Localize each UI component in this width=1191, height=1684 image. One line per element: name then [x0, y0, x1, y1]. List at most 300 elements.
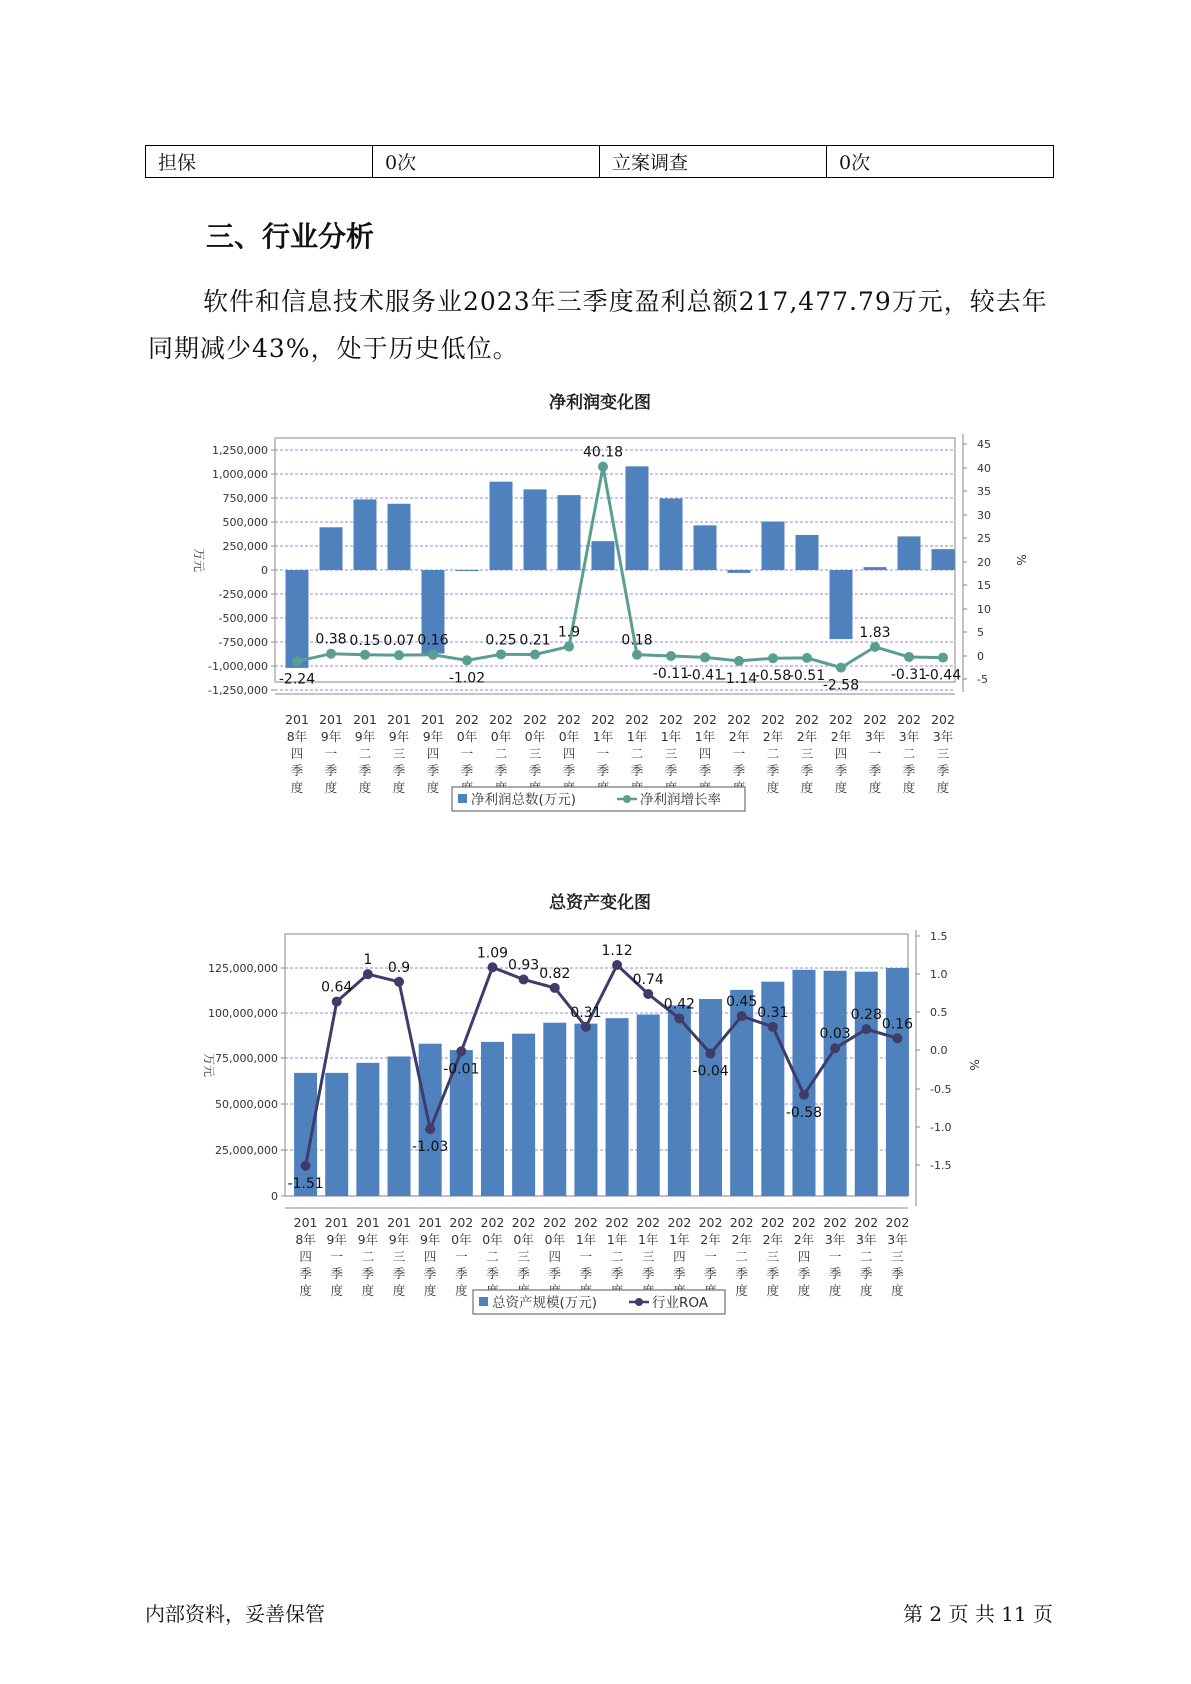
x-tick-label: 季: [766, 763, 780, 778]
x-tick-label: 三: [936, 746, 950, 761]
x-tick-label: 三: [766, 1249, 780, 1264]
x-tick-label: 2年: [728, 729, 750, 744]
line-point: [612, 960, 622, 970]
y-right-axis-title: %: [1014, 554, 1028, 566]
line-point: [456, 1046, 466, 1056]
data-label: -0.58: [785, 1104, 823, 1121]
x-tick-label: 二: [358, 746, 372, 761]
bar: [824, 971, 847, 1196]
x-tick-label: 一: [828, 1249, 842, 1264]
x-tick-label: 季: [664, 763, 678, 778]
info-table: [145, 145, 1054, 178]
x-tick-label: 9年: [419, 1232, 441, 1247]
x-tick-label: 9年: [422, 729, 444, 744]
x-tick-label: 1年: [575, 1232, 597, 1247]
line-point: [768, 1022, 778, 1032]
x-tick-label: 201: [387, 1215, 411, 1230]
data-label: -1.14: [720, 670, 758, 687]
x-tick-label: 四: [834, 746, 848, 761]
x-tick-label: 季: [486, 1266, 499, 1281]
x-tick-label: 201: [324, 1215, 349, 1230]
x-tick-label: 3年: [932, 729, 954, 744]
data-label: -1.51: [287, 1175, 324, 1192]
x-tick-label: 一: [455, 1249, 468, 1264]
y-right-tick-label: 1.0: [930, 968, 948, 981]
chart-title: 净利润变化图: [549, 393, 651, 413]
x-tick-label: 二: [610, 1249, 624, 1264]
x-tick-label: 三: [891, 1249, 904, 1264]
x-tick-label: 202: [693, 712, 717, 727]
x-tick-label: 季: [528, 763, 542, 778]
line-point: [768, 653, 778, 663]
x-tick-label: 202: [795, 712, 819, 727]
bar: [524, 489, 547, 570]
x-tick-label: 二: [860, 1249, 873, 1264]
x-tick-label: 度: [936, 780, 950, 795]
x-tick-label: 季: [704, 1266, 717, 1281]
data-label: 0.16: [881, 1016, 914, 1033]
y-left-tick-label: 75,000,000: [215, 1052, 278, 1065]
data-label: 1.09: [476, 945, 509, 962]
bar: [898, 536, 921, 570]
total-assets-chart: [0, 890, 1191, 1350]
x-tick-label: 季: [732, 763, 746, 778]
bar: [855, 972, 878, 1196]
x-tick-label: 季: [868, 763, 882, 778]
x-tick-label: 季: [290, 763, 304, 778]
x-tick-label: 二: [735, 1249, 748, 1264]
data-label: 0.31: [570, 1004, 602, 1021]
data-label: -0.58: [754, 668, 792, 685]
y-left-tick-label: 0: [261, 564, 268, 577]
data-label: 0.21: [519, 632, 551, 649]
x-tick-label: 四: [673, 1249, 686, 1264]
x-tick-label: 季: [860, 1266, 873, 1281]
bar: [388, 1056, 411, 1196]
x-tick-label: 度: [860, 1283, 873, 1298]
bar: [728, 570, 751, 573]
y-right-tick-label: 20: [977, 556, 991, 569]
line-point: [425, 1124, 435, 1134]
bar: [456, 570, 479, 571]
y-right-tick-label: -1.5: [930, 1159, 952, 1172]
y-left-tick-label: 1,000,000: [212, 468, 268, 481]
line-point: [799, 1090, 809, 1100]
x-tick-label: 度: [766, 780, 780, 795]
data-label: 1.9: [557, 624, 581, 641]
y-right-tick-label: 25: [977, 532, 991, 545]
x-tick-label: 度: [891, 1283, 904, 1298]
data-label: 0.25: [485, 632, 517, 649]
y-left-tick-label: -250,000: [218, 588, 268, 601]
bar: [796, 535, 819, 570]
x-tick-label: 季: [735, 1266, 748, 1281]
x-tick-label: 三: [641, 1249, 655, 1264]
y-left-axis-title: 万元: [202, 1052, 216, 1078]
y-left-tick-label: 500,000: [222, 516, 268, 529]
x-tick-label: 202: [823, 1215, 848, 1230]
x-tick-label: 3年: [856, 1232, 877, 1247]
x-tick-label: 度: [868, 780, 882, 795]
x-tick-label: 2年: [700, 1232, 721, 1247]
x-tick-label: 二: [494, 746, 508, 761]
line-point: [870, 642, 880, 652]
x-tick-label: 1年: [694, 729, 716, 744]
x-tick-label: 1年: [626, 729, 648, 744]
x-tick-label: 度: [358, 780, 372, 795]
bar: [419, 1044, 442, 1196]
y-right-tick-label: 0.5: [930, 1006, 948, 1019]
y-right-tick-label: 0: [977, 650, 984, 663]
x-tick-label: 3年: [824, 1232, 846, 1247]
bar: [694, 525, 717, 570]
x-tick-label: 一: [324, 746, 338, 761]
bar: [606, 1018, 629, 1196]
line-point: [394, 650, 404, 660]
y-left-tick-label: 750,000: [222, 492, 268, 505]
x-tick-label: 一: [579, 1249, 593, 1264]
line-point: [830, 1043, 840, 1053]
bar: [668, 1005, 691, 1196]
data-label: 0.82: [539, 965, 571, 982]
data-label: 0.74: [632, 972, 664, 989]
y-right-tick-label: 0.0: [930, 1044, 948, 1057]
x-tick-label: 二: [361, 1249, 375, 1264]
bar: [320, 527, 343, 570]
x-tick-label: 度: [800, 780, 814, 795]
data-label: 0.16: [417, 632, 449, 649]
x-tick-label: 202: [573, 1215, 598, 1230]
x-tick-label: 度: [797, 1283, 811, 1298]
data-label: 0.28: [850, 1007, 882, 1024]
line-point: [332, 997, 342, 1007]
line-point: [363, 969, 373, 979]
bar: [481, 1042, 504, 1196]
x-tick-label: 201: [421, 712, 445, 727]
x-tick-label: 9年: [354, 729, 376, 744]
line-point: [487, 962, 497, 972]
x-tick-label: 季: [460, 763, 474, 778]
x-tick-label: 0年: [524, 729, 546, 744]
x-tick-label: 0年: [513, 1232, 534, 1247]
x-tick-label: 8年: [286, 729, 308, 744]
line-point: [802, 653, 812, 663]
x-tick-label: 三: [800, 746, 814, 761]
legend-bar-swatch: [458, 794, 467, 803]
x-tick-label: 季: [641, 1266, 655, 1281]
legend-label: 净利润总数(万元): [471, 792, 577, 808]
bar: [864, 567, 887, 570]
x-tick-label: 一: [596, 746, 610, 761]
x-tick-label: 度: [735, 1283, 748, 1298]
x-tick-label: 季: [610, 1266, 624, 1281]
data-label: -1.02: [448, 670, 486, 687]
data-label: 0.31: [757, 1004, 789, 1021]
data-label: -0.41: [686, 667, 724, 684]
data-label: 1: [363, 952, 373, 969]
line-point: [564, 642, 574, 652]
y-right-tick-label: 40: [977, 462, 991, 475]
line-point: [734, 656, 744, 666]
data-label: -0.51: [788, 667, 826, 684]
data-label: 0.42: [663, 996, 695, 1013]
x-tick-label: 1年: [669, 1232, 690, 1247]
x-tick-label: 201: [319, 712, 343, 727]
y-right-tick-label: 15: [977, 579, 991, 592]
x-tick-label: 度: [299, 1283, 312, 1298]
x-tick-label: 季: [766, 1266, 780, 1281]
x-tick-label: 季: [630, 763, 644, 778]
x-tick-label: 二: [902, 746, 916, 761]
x-tick-label: 202: [480, 1215, 505, 1230]
x-tick-label: 季: [579, 1266, 593, 1281]
y-left-tick-label: 50,000,000: [215, 1098, 278, 1111]
x-tick-label: 9年: [326, 1232, 347, 1247]
bar: [356, 1063, 379, 1196]
x-tick-label: 0年: [490, 729, 512, 744]
x-tick-label: 四: [423, 1249, 437, 1264]
y-right-tick-label: -1.0: [930, 1121, 952, 1134]
line-point: [462, 655, 472, 665]
line-point: [666, 651, 676, 661]
x-tick-label: 季: [562, 763, 576, 778]
y-left-tick-label: -1,000,000: [208, 660, 268, 673]
x-tick-label: 度: [455, 1283, 468, 1298]
y-right-tick-label: 1.5: [930, 930, 948, 943]
bar: [325, 1073, 348, 1196]
y-left-tick-label: -1,250,000: [208, 684, 268, 697]
line-point: [428, 650, 438, 660]
x-tick-label: 2年: [762, 1232, 784, 1247]
table-cell: 0次: [373, 146, 600, 178]
x-tick-label: 一: [460, 746, 474, 761]
data-label: 1.12: [601, 943, 633, 960]
x-tick-label: 一: [330, 1249, 343, 1264]
line-point: [892, 1033, 902, 1043]
x-tick-label: 四: [299, 1249, 312, 1264]
x-tick-label: 季: [834, 763, 848, 778]
x-tick-label: 季: [324, 763, 338, 778]
x-tick-label: 202: [542, 1215, 567, 1230]
bar: [388, 504, 411, 570]
x-tick-label: 9年: [357, 1232, 379, 1247]
data-label: 0.45: [726, 994, 758, 1011]
x-tick-label: 季: [426, 763, 440, 778]
line-point: [904, 652, 914, 662]
x-tick-label: 季: [891, 1266, 904, 1281]
x-tick-label: 季: [936, 763, 950, 778]
x-tick-label: 201: [418, 1215, 443, 1230]
x-tick-label: 季: [358, 763, 372, 778]
x-tick-label: 度: [426, 780, 440, 795]
x-tick-label: 2年: [796, 729, 818, 744]
x-tick-label: 一: [868, 746, 882, 761]
x-tick-label: 1年: [637, 1232, 659, 1247]
line-point: [706, 1049, 716, 1059]
x-tick-label: 202: [557, 712, 581, 727]
x-tick-label: 3年: [898, 729, 920, 744]
x-tick-label: 季: [548, 1266, 562, 1281]
data-label: -2.58: [822, 677, 860, 694]
x-tick-label: 2年: [830, 729, 852, 744]
footer-page-number: 第 2 页 共 11 页: [903, 1602, 1053, 1626]
x-tick-label: 一: [732, 746, 746, 761]
legend-bar-swatch: [479, 1297, 488, 1306]
y-right-tick-label: -0.5: [930, 1083, 952, 1096]
bar: [762, 522, 785, 570]
x-tick-label: 202: [792, 1215, 816, 1230]
bar: [932, 549, 955, 570]
line-point: [938, 653, 948, 663]
x-tick-label: 季: [797, 1266, 811, 1281]
line-point: [861, 1024, 871, 1034]
x-tick-label: 9年: [388, 729, 410, 744]
bar: [490, 482, 513, 570]
x-tick-label: 0年: [544, 1232, 566, 1247]
y-left-tick-label: 100,000,000: [208, 1007, 278, 1020]
bar: [592, 541, 615, 570]
x-tick-label: 0年: [451, 1232, 472, 1247]
x-tick-label: 8年: [295, 1232, 316, 1247]
x-tick-label: 度: [290, 780, 304, 795]
x-tick-label: 度: [330, 1283, 343, 1298]
x-tick-label: 201: [353, 712, 377, 727]
x-tick-label: 二: [486, 1249, 499, 1264]
x-tick-label: 度: [766, 1283, 780, 1298]
line-point: [581, 1022, 591, 1032]
legend-label: 行业ROA: [652, 1295, 709, 1311]
x-tick-label: 1年: [606, 1232, 628, 1247]
x-tick-label: 0年: [456, 729, 478, 744]
bar: [512, 1034, 535, 1196]
line-point: [292, 656, 302, 666]
x-tick-label: 201: [285, 712, 309, 727]
x-tick-label: 9年: [388, 1232, 410, 1247]
line-point: [598, 462, 608, 472]
x-tick-label: 四: [290, 746, 304, 761]
x-tick-label: 202: [489, 712, 513, 727]
y-left-tick-label: -750,000: [218, 636, 268, 649]
x-tick-label: 季: [361, 1266, 375, 1281]
data-label: 0.64: [321, 979, 353, 996]
net-profit-chart: [0, 390, 1191, 850]
x-tick-label: 201: [387, 712, 411, 727]
x-tick-label: 度: [834, 780, 848, 795]
x-tick-label: 四: [548, 1249, 562, 1264]
line-point: [700, 652, 710, 662]
x-tick-label: 0年: [482, 1232, 503, 1247]
x-tick-label: 2年: [793, 1232, 815, 1247]
x-tick-label: 季: [423, 1266, 437, 1281]
x-tick-label: 四: [562, 746, 576, 761]
bar: [543, 1023, 566, 1196]
legend-label: 净利润增长率: [640, 792, 721, 808]
y-right-tick-label: -5: [977, 673, 988, 686]
x-tick-label: 二: [630, 746, 644, 761]
x-tick-label: 202: [931, 712, 955, 727]
line-point: [394, 977, 404, 987]
x-tick-label: 度: [902, 780, 916, 795]
bar: [626, 466, 649, 570]
x-tick-label: 202: [698, 1215, 723, 1230]
section-title: 三、行业分析: [206, 220, 375, 253]
line-point: [519, 975, 529, 985]
x-tick-label: 度: [423, 1283, 437, 1298]
x-tick-label: 三: [517, 1249, 530, 1264]
line-point: [360, 650, 370, 660]
x-tick-label: 四: [698, 746, 712, 761]
x-tick-label: 3年: [887, 1232, 908, 1247]
y-right-tick-label: 5: [977, 626, 984, 639]
table-cell: 担保: [146, 146, 373, 178]
y-right-tick-label: 35: [977, 485, 991, 498]
y-left-tick-label: -500,000: [218, 612, 268, 625]
y-right-tick-label: 45: [977, 438, 991, 451]
x-tick-label: 202: [854, 1215, 879, 1230]
x-tick-label: 一: [704, 1249, 717, 1264]
bar: [699, 999, 722, 1196]
table-cell: 立案调查: [600, 146, 827, 178]
bar: [354, 499, 377, 570]
data-label: 0.03: [819, 1026, 851, 1043]
line-point: [674, 1013, 684, 1023]
line-point: [643, 989, 653, 999]
x-tick-label: 度: [361, 1283, 375, 1298]
x-tick-label: 三: [664, 746, 678, 761]
x-tick-label: 202: [659, 712, 683, 727]
x-tick-label: 季: [828, 1266, 842, 1281]
y-left-tick-label: 0: [271, 1190, 278, 1203]
x-tick-label: 度: [324, 780, 338, 795]
data-label: 0.15: [349, 632, 381, 649]
x-tick-label: 0年: [558, 729, 580, 744]
chart-title: 总资产变化图: [549, 893, 651, 913]
bar: [886, 968, 909, 1196]
x-tick-label: 季: [673, 1266, 686, 1281]
bar: [558, 495, 581, 570]
legend-line-marker: [635, 1298, 643, 1306]
x-tick-label: 三: [528, 746, 542, 761]
x-tick-label: 201: [355, 1215, 380, 1230]
data-label: -0.31: [890, 666, 928, 683]
data-label: -0.11: [652, 666, 690, 683]
y-left-tick-label: 250,000: [222, 540, 268, 553]
x-tick-label: 202: [591, 712, 615, 727]
x-tick-label: 202: [760, 1215, 785, 1230]
line-point: [326, 649, 336, 659]
x-tick-label: 季: [596, 763, 610, 778]
x-tick-label: 201: [293, 1215, 318, 1230]
data-label: -0.44: [924, 667, 962, 684]
x-tick-label: 1年: [660, 729, 682, 744]
data-label: 0.9: [387, 959, 411, 976]
x-tick-label: 2年: [762, 729, 784, 744]
legend-label: 总资产规模(万元): [492, 1295, 598, 1311]
x-tick-label: 202: [897, 712, 921, 727]
line-point: [737, 1011, 747, 1021]
x-tick-label: 季: [392, 1266, 406, 1281]
footer-left: 内部资料，妥善保管: [145, 1602, 325, 1626]
x-tick-label: 202: [523, 712, 547, 727]
x-tick-label: 202: [727, 712, 751, 727]
bar: [286, 570, 309, 668]
x-tick-label: 三: [392, 1249, 406, 1264]
x-tick-label: 3年: [864, 729, 886, 744]
x-tick-label: 202: [511, 1215, 536, 1230]
x-tick-label: 季: [800, 763, 814, 778]
x-tick-label: 度: [392, 780, 406, 795]
data-label: 40.18: [582, 444, 624, 461]
